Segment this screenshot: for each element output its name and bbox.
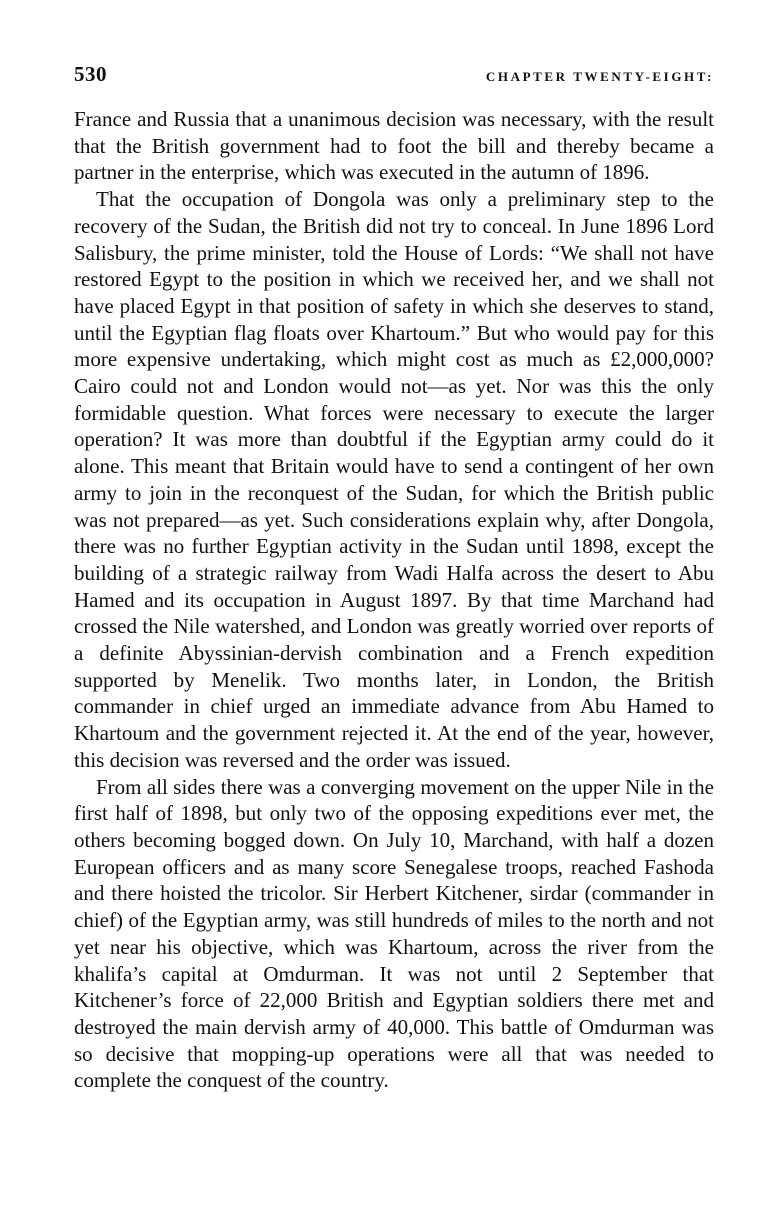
book-page — [74, 62, 714, 1094]
chapter-title: CHAPTER TWENTY-EIGHT: — [485, 69, 714, 84]
body-text — [74, 106, 714, 1094]
page-number: 530 — [74, 62, 107, 86]
paragraph-dongola: That the occupation of Dongola was only a preliminary step to the recovery of the Sudan, the British did not try to conceal. In June 1896 Lord Salisbury, the prime minister, told the House of Lords: “We shall not have restored Egypt to the position in which we received her, and we shall not have placed Egypt in that position of safety in which she deserves to stand, until the Egyptian flag floats over Khartoum.” But who would pay for this more expensive undertaking, which might cost as much as £2,000,000? Cairo could not and London would not—as yet. Nor was this the only formidable question. What forces were necessary to execute the larger operation? It was more than doubtful if the Egyptian army could do it alone. This meant that Britain would have to send a contingent of her own army to join in the reconquest of the Sudan, for which the British public was not prepared—as yet. Such considerations explain why, after Dongola, there was no further Egyptian activity in the Sudan until 1898, except the building of a strategic railway from Wadi Halfa across the desert to Abu Hamed and its occupation in August 1897. By that time Marchand had crossed the Nile watershed, and London was greatly worried over reports of a definite Abyssinian-dervish combination and a French expedition supported by Menelik. Two months later, in London, the British commander in chief urged an immediate advance from Abu Hamed to Khartoum and the government rejected it. At the end of the year, however, this decision was reversed and the order was issued. — [74, 187, 714, 772]
paragraph-continuation: France and Russia that a unanimous decision was necessary, with the result that the British government had to foot the bill and thereby became a partner in the enterprise, which was executed in the autumn of 1896. — [74, 107, 714, 185]
paragraph-omdurman: From all sides there was a converging movement on the upper Nile in the first half of 1898, but only two of the opposing expeditions ever met, the others becoming bogged down. On July 10, Marchand, with half a dozen European officers and as many score Senegalese troops, reached Fashoda and there hoisted the tricolor. Sir Herbert Kitchener, sirdar (commander in chief) of the Egyptian army, was still hundreds of miles to the north and not yet near his objective, which was Khartoum, across the river from the khalifa’s capital at Omdurman. It was not until 2 September that Kitchener’s force of 22,000 British and Egyptian soldiers there met and destroyed the main dervish army of 40,000. This battle of Omdurman was so decisive that mopping-up operations were all that was needed to complete the conquest of the country. — [74, 774, 714, 1093]
running-head — [74, 62, 714, 92]
